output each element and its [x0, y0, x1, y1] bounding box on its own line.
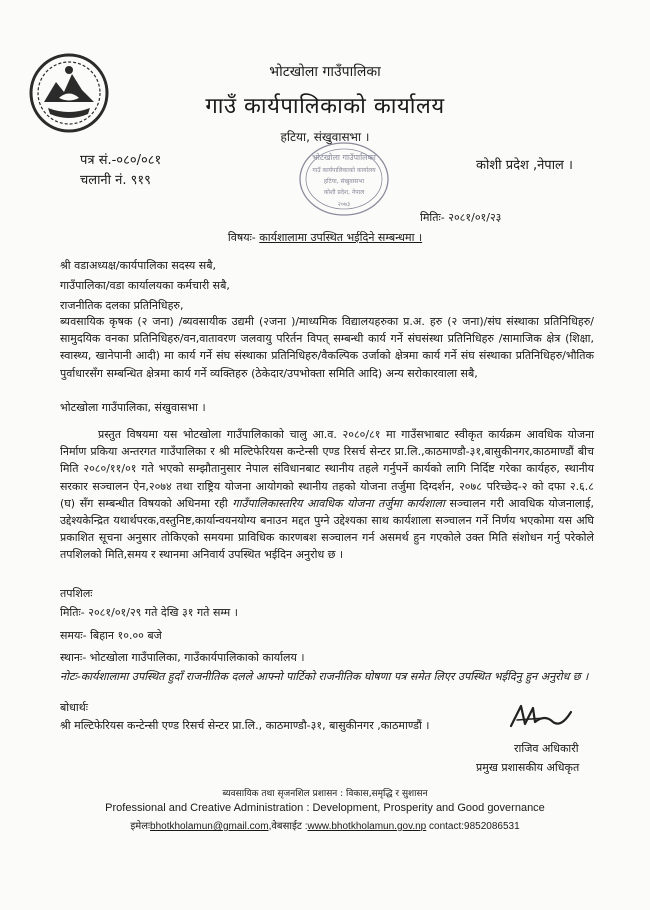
- footer-motto-np: ब्यवसायिक तथा सृजनशिल प्रशासन : विकास,समृद्धि र सुशासन: [222, 789, 428, 799]
- website-link[interactable]: www.bhotkholamun.gov.np: [307, 821, 427, 832]
- recipients-paragraph: ब्यवसायिक कृषक (२ जना) /ब्यवसायीक उद्यमी (२जना )/माध्यमिक विद्यालयहरुका प्र.अ. हरु (२ जना)/संघ संस्थाका प्रतिनिधिहरु/सामुदयिक वनका प्रतिनिधिहरु/वन,वातावरण जलवायु परिर्तन विपत् सम्बन्धी कार्य गर्ने संघसंस्था प्रतिनिधिहरु /सामाजिक क्षेत्र (शिक्षा, स्वास्थ्य, खानेपानी आदी) मा कार्य गर्ने संघ संस्थाका प्रतिनिधिहरु/वैकल्पिक उर्जाको क्षेत्रमा कार्य गर्ने संघ संस्थाका प्रतिनिधिहरु/भौतिक पुर्वाधारसँग सम्बन्धित क्षेत्रमा कार्य गर्ने व्यक्तिहरु (ठेकेदार/उपभोक्ता समिति आदि) अन्य सरोकारवाला सबै,: [60, 315, 594, 380]
- footer-motto-en: Professional and Creative Administration : Development, Prosperity and Good governance: [105, 802, 545, 814]
- dispatch-number: चलानी नं. ९१९: [80, 173, 151, 188]
- note-text: नोटः-कार्यशालामा उपस्थित हुदाँ राजनीतिक दलले आफ्नो पार्टिको राजनीतिक घोषणा पत्र समेत लिएर उपस्थित भईदिनु हुन अनुरोध छ ।: [60, 670, 589, 683]
- reference-number: पत्र सं.-०८०/०८१: [80, 153, 162, 168]
- province-label: कोशी प्रदेश ,नेपाल ।: [476, 158, 573, 173]
- office-stamp: [298, 140, 390, 218]
- recipient-line: श्री वडाअध्यक्ष/कार्यपालिका सदस्य सबै,: [60, 259, 217, 272]
- cc-line: श्री मल्टिफेरियस कन्टेन्सी एण्ड रिसर्च सेन्टर प्रा.लि., काठमाण्डौ-३१, बासुकीनगर ,काठमाण्डौं ।: [60, 719, 430, 732]
- details-heading: तपशिलः: [60, 587, 93, 600]
- org-name: भोटखोला गाउँपालिका: [269, 64, 381, 80]
- stamp-text: २०७३: [337, 201, 351, 208]
- body-emphasis: गाउँपालिकास्तरिय आवधिक योजना तर्जुमा कार्यशाला: [232, 496, 445, 510]
- email-link[interactable]: bhotkholamun@gmail.com: [150, 821, 269, 832]
- office-title: गाउँ कार्यपालिकाको कार्यालय: [205, 94, 445, 119]
- footer-contact: [0, 818, 650, 832]
- details-place: स्थानः- भोटखोला गाउँपालिका, गाउँकार्यपालिकाको कार्यालय ।: [60, 651, 305, 664]
- details-time: समयः- बिहान १०.०० बजे: [60, 629, 162, 642]
- signer-name: राजिव अधिकारी: [514, 742, 579, 755]
- contact-number: contact:9852086531: [426, 821, 520, 832]
- stamp-text: कोशी प्रदेश, नेपाल: [323, 189, 365, 196]
- subject-text: कार्यशालामा उपस्थित भईदिने सम्बन्धमा ।: [259, 231, 423, 244]
- office-address: हटिया, संखुवासभा ।: [280, 130, 370, 144]
- body-text: सञ्चालन गरी आवधिक योजनालाई, उद्देश्यकेन्द्रित यथार्थपरक,वस्तुनिष्ट,कार्यान्वयनयोग्य बनाउन मद्दत पुग्ने उद्देश्यका साथ कार्यशाला सञ्चालन गर्ने निर्णय भएकोमा यस अघि प्रकाशित सूचना अनुसार तोकिएको समयमा प्राविधिक कारणबश सञ्चालन गर्न असमर्थ हुन गएकोले उक्त मिति संशोधन गर्नु परेकोले तपशिलको मिति,समय र स्थानमा अनिवार्य उपस्थित भईदिन अनुरोध छ ।: [60, 496, 594, 562]
- stamp-text: भोटखोला गाउँपालिका: [312, 153, 376, 162]
- body-paragraph: [60, 426, 594, 564]
- recipient-line: राजनीतिक दलका प्रतिनिधिहरु,: [60, 299, 184, 312]
- stamp-text: हटिया, संखुवासभा: [323, 178, 365, 185]
- stamp-text: गाउँ कार्यपालिकाको कार्यालय: [312, 167, 376, 174]
- email-label: इमेलः: [130, 821, 151, 832]
- details-date: मितिः- २०८१/०१/२९ गते देखि ३१ गते सम्म ।: [60, 606, 238, 619]
- subject-label: विषयः-: [227, 231, 256, 244]
- body-text: प्रस्तुत विषयमा यस भोटखोला गाउँपालिकाको चालु आ.व. २०८०/८१ मा गाउँसभाबाट स्वीकृत कार्यक्रम आवधिक योजना निर्माण प्रकिया अन्तरगत गाउँपालिका र श्री मल्टिफेरियस कन्टेन्सी एण्ड रिसर्च सेन्टर प्रा.लि.,काठमाण्डौ-३१,बासुकीनगर,काठमाण्डौं बीच मिति २०८०/११/०१ गते भएको सम्झौतानुसार नेपाल संविधानबाट स्थानीय तहले गर्नुपर्ने कार्यको लागि निर्दिष्ट गरेका कार्यहरु, स्थानीय सरकार सञ्चालन ऐन,२०७४ तथा राष्ट्रिय योजना आयोगको स्थानीय तहको योजना तर्जुमा दिग्दर्शन, २०७८ परिच्छेद-२ को दफा २.६.८ (घ) सँग सम्बन्धीत विषयको अधिनमा रही: [60, 428, 594, 510]
- cc-label: बोधार्थः: [60, 701, 88, 714]
- letter-date: मितिः- २०८१/०१/२३: [420, 211, 502, 224]
- website-label: ,वेबसाईट :: [268, 821, 308, 832]
- signature-mark: [505, 700, 575, 736]
- subject-line: [0, 230, 650, 245]
- recipient-line: गाउँपालिका/वडा कार्यालयका कर्मचारी सबै,: [60, 279, 230, 292]
- recipient-line: भोटखोला गाउँपालिका, संखुवासभा ।: [60, 401, 206, 414]
- signer-title: प्रमुख प्रशासकीय अधिकृत: [476, 761, 580, 774]
